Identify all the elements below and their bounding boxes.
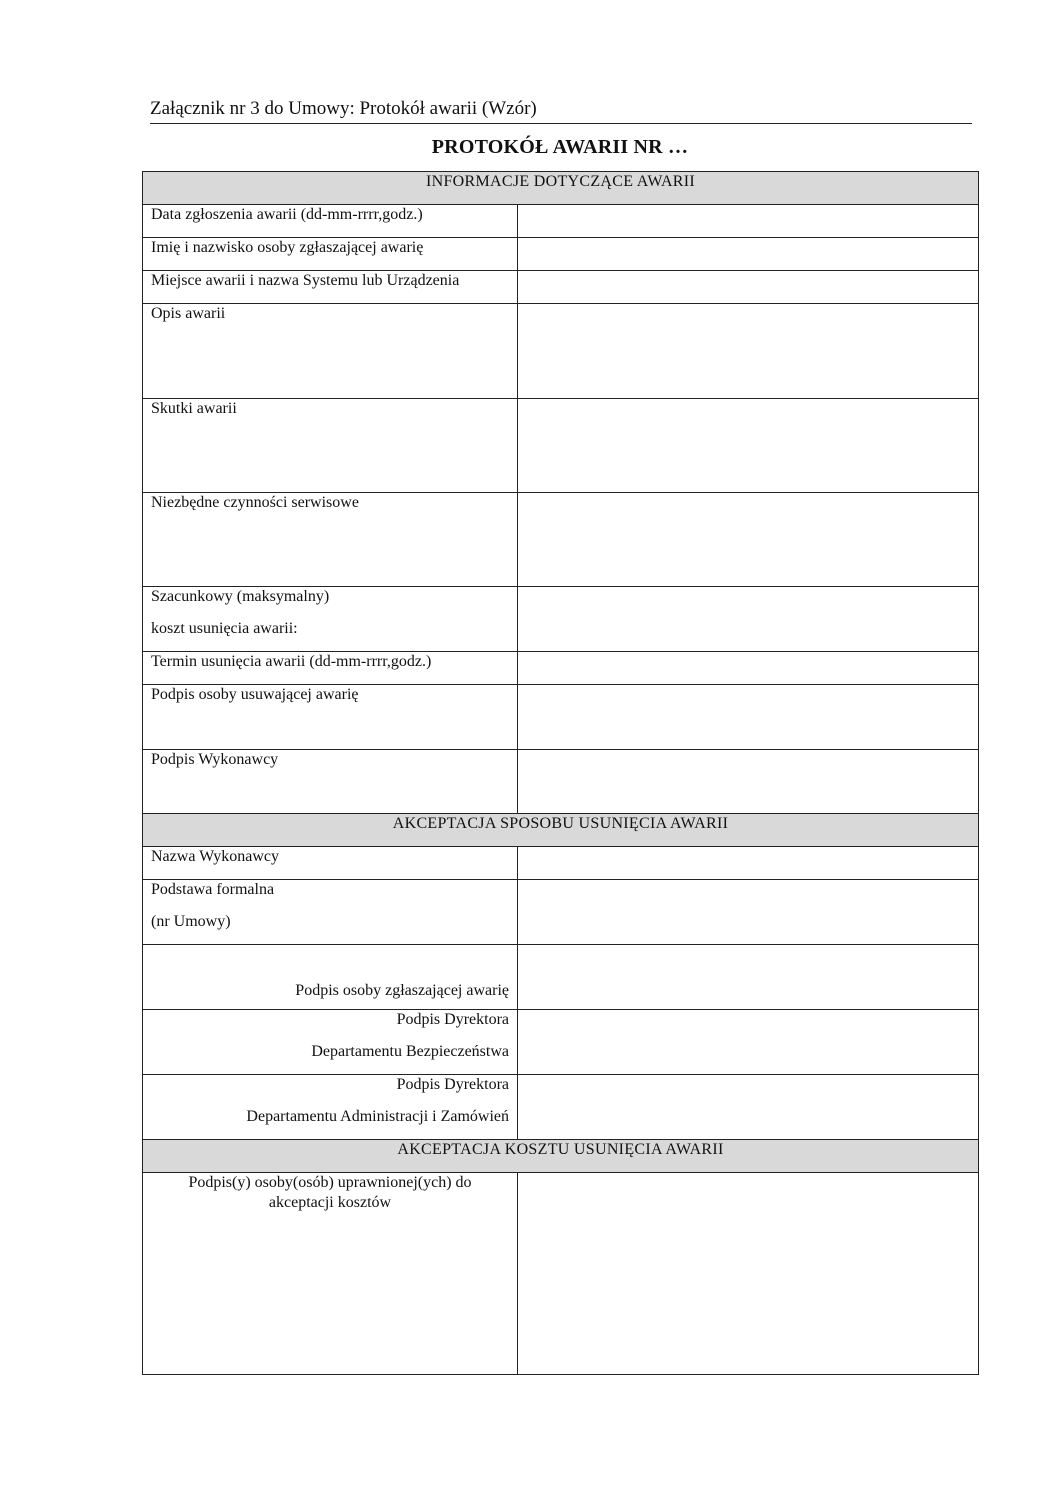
field-repair-deadline[interactable] xyxy=(518,652,979,685)
admin-director-line1: Podpis Dyrektora xyxy=(396,1076,509,1093)
label-formal-basis xyxy=(143,880,518,945)
cost-approver-line1: Podpis(y) osoby(osób) uprawnionej(ych) do xyxy=(188,1174,472,1191)
cost-approver-line2: akceptacji kosztów xyxy=(268,1194,392,1211)
field-formal-basis[interactable] xyxy=(518,880,979,945)
field-location-system[interactable] xyxy=(518,271,979,304)
incident-report-table xyxy=(142,171,979,1375)
label-admin-director-signature xyxy=(143,1075,518,1140)
security-director-line2: Departamentu Bezpieczeństwa xyxy=(311,1043,509,1060)
label-description: Opis awarii xyxy=(143,304,518,399)
table-row xyxy=(143,399,979,493)
table-row xyxy=(143,750,979,814)
label-security-director-signature xyxy=(143,1010,518,1075)
section-heading-row xyxy=(143,1140,979,1173)
field-description[interactable] xyxy=(518,304,979,399)
label-report-date: Data zgłoszenia awarii (dd-mm-rrrr,godz.) xyxy=(143,205,518,238)
table-row xyxy=(143,945,979,1010)
table-row xyxy=(143,1010,979,1075)
label-effects: Skutki awarii xyxy=(143,399,518,493)
label-repairer-signature: Podpis osoby usuwającej awarię xyxy=(143,685,518,750)
field-service-actions[interactable] xyxy=(518,493,979,587)
field-cost-approver-signature[interactable] xyxy=(518,1173,979,1375)
table-row xyxy=(143,652,979,685)
field-contractor-signature[interactable] xyxy=(518,750,979,814)
field-report-date[interactable] xyxy=(518,205,979,238)
table-row xyxy=(143,271,979,304)
label-repair-deadline: Termin usunięcia awarii (dd-mm-rrrr,godz.) xyxy=(143,652,518,685)
field-reporter-name[interactable] xyxy=(518,238,979,271)
label-reporter-name: Imię i nazwisko osoby zgłaszającej awarię xyxy=(143,238,518,271)
table-row xyxy=(143,304,979,399)
table-row xyxy=(143,880,979,945)
field-effects[interactable] xyxy=(518,399,979,493)
formal-basis-line2: (nr Umowy) xyxy=(151,913,231,930)
label-contractor-name: Nazwa Wykonawcy xyxy=(143,847,518,880)
section-heading-row xyxy=(143,814,979,847)
table-row xyxy=(143,587,979,652)
label-location-system: Miejsce awarii i nazwa Systemu lub Urządzenia xyxy=(143,271,518,304)
document-header: Załącznik nr 3 do Umowy: Protokół awarii (Wzór) xyxy=(150,98,972,124)
field-admin-director-signature[interactable] xyxy=(518,1075,979,1140)
estimated-cost-line1: Szacunkowy (maksymalny) xyxy=(151,588,330,605)
table-row xyxy=(143,205,979,238)
section-heading-cost-acceptance: AKCEPTACJA KOSZTU USUNIĘCIA AWARII xyxy=(143,1140,979,1173)
field-reporter-signature[interactable] xyxy=(518,945,979,1010)
table-row xyxy=(143,238,979,271)
field-repairer-signature[interactable] xyxy=(518,685,979,750)
label-service-actions: Niezbędne czynności serwisowe xyxy=(143,493,518,587)
section-heading-acceptance: AKCEPTACJA SPOSOBU USUNIĘCIA AWARII xyxy=(143,814,979,847)
table-row xyxy=(143,1075,979,1140)
field-estimated-cost[interactable] xyxy=(518,587,979,652)
section-heading-info: INFORMACJE DOTYCZĄCE AWARII xyxy=(143,172,979,205)
section-heading-row xyxy=(143,172,979,205)
table-row xyxy=(143,685,979,750)
field-security-director-signature[interactable] xyxy=(518,1010,979,1075)
security-director-line1: Podpis Dyrektora xyxy=(396,1011,509,1028)
label-contractor-signature: Podpis Wykonawcy xyxy=(143,750,518,814)
table-row xyxy=(143,847,979,880)
label-reporter-signature: Podpis osoby zgłaszającej awarię xyxy=(143,945,518,1010)
label-estimated-cost xyxy=(143,587,518,652)
table-row xyxy=(143,1173,979,1375)
label-cost-approver-signature xyxy=(143,1173,518,1375)
table-row xyxy=(143,493,979,587)
field-contractor-name[interactable] xyxy=(518,847,979,880)
estimated-cost-line2: koszt usunięcia awarii: xyxy=(151,620,298,637)
formal-basis-line1: Podstawa formalna xyxy=(151,881,275,898)
page-title: PROTOKÓŁ AWARII NR … xyxy=(431,136,689,158)
admin-director-line2: Departamentu Administracji i Zamówień xyxy=(246,1108,509,1125)
